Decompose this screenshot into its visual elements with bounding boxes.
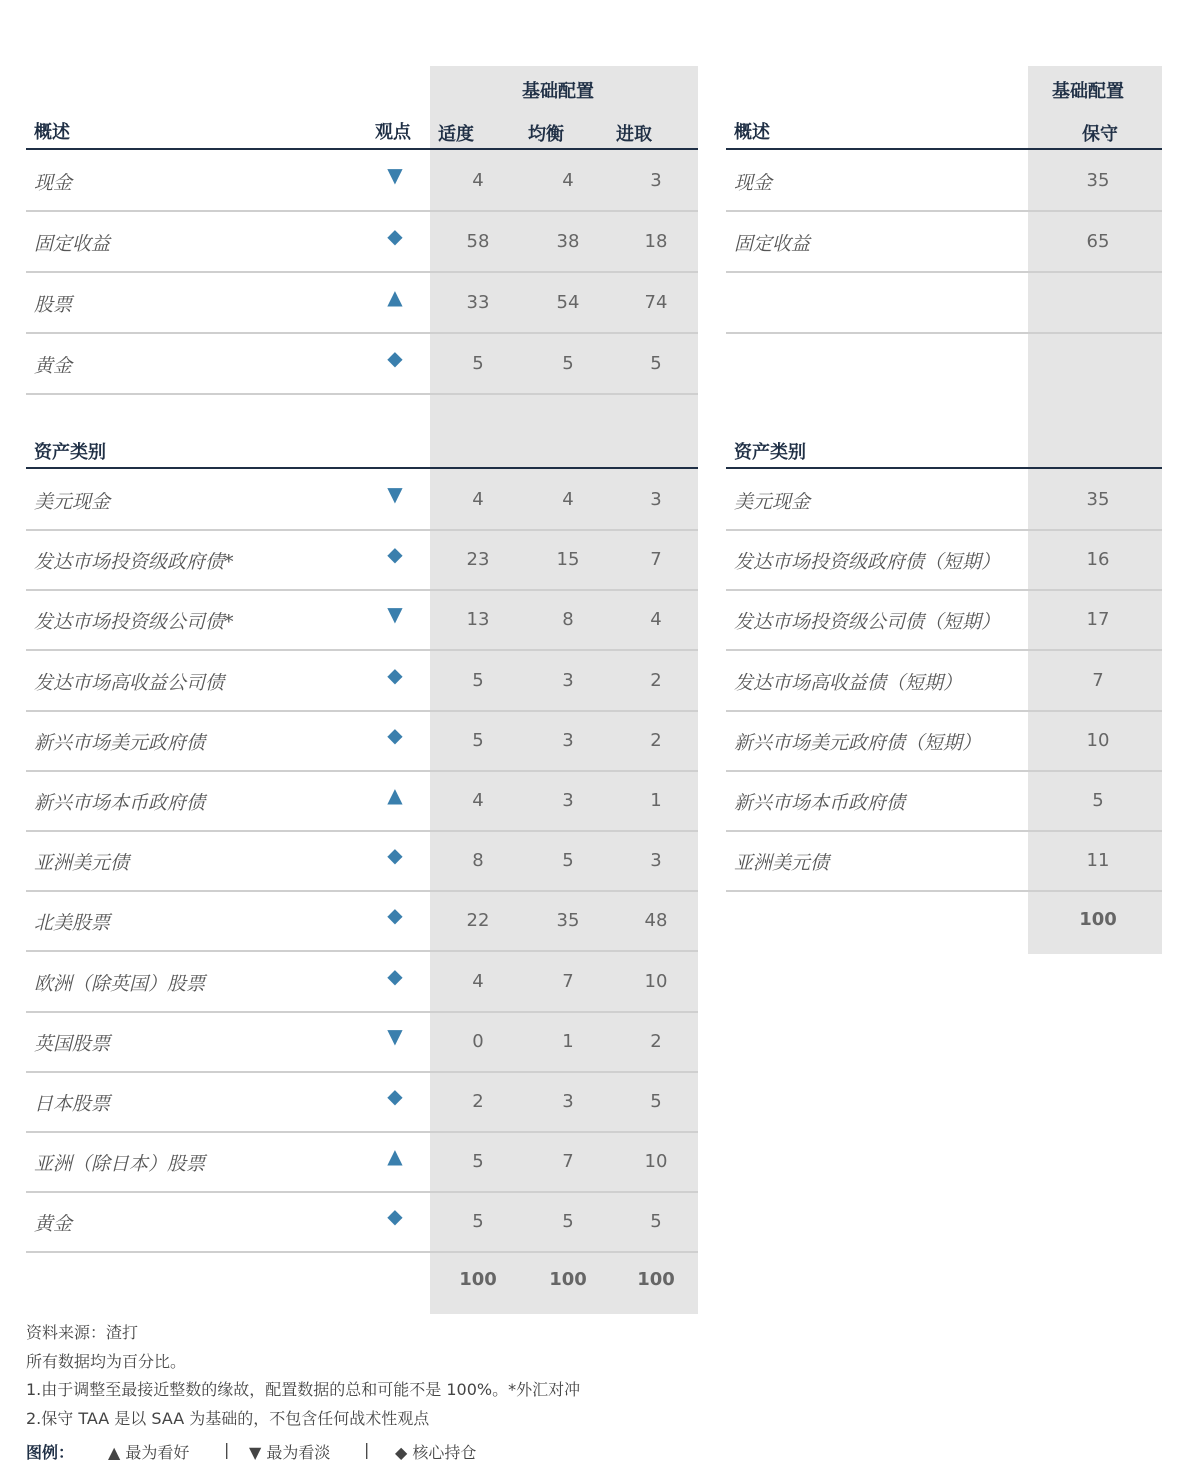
row-divider [26, 332, 698, 334]
left-asset-class-rule [26, 467, 698, 469]
row-label: 亚洲（除日本）股票 [34, 1153, 206, 1175]
col-header-aggressive: 进取 [616, 124, 652, 145]
allocation-value: 3 [562, 1091, 574, 1112]
allocation-value: 5 [472, 1151, 484, 1172]
left-header-rule [26, 148, 698, 150]
allocation-value: 38 [556, 230, 580, 252]
row-label: 黄金 [34, 1213, 73, 1235]
allocation-value: 5 [562, 1211, 574, 1232]
allocation-value: 7 [562, 1151, 574, 1172]
row-label: 北美股票 [34, 912, 111, 934]
allocation-value: 17 [1086, 609, 1110, 630]
row-divider [26, 710, 698, 712]
allocation-value: 65 [1086, 230, 1110, 252]
left-group-header: 基础配置 [522, 81, 594, 102]
right-group-header: 基础配置 [1052, 81, 1124, 102]
allocation-value: 5 [650, 352, 662, 374]
allocation-value: 3 [562, 730, 574, 751]
view-indicator-icon: ◆ [387, 663, 403, 687]
allocation-value: 54 [556, 291, 580, 313]
view-indicator-icon: ◆ [387, 542, 403, 566]
row-label: 黄金 [34, 354, 73, 377]
right-asset-class-header: 资产类别 [734, 442, 806, 463]
allocation-value: 8 [472, 850, 484, 871]
view-indicator-icon: ◆ [387, 723, 403, 747]
row-label: 新兴市场本币政府债 [34, 792, 206, 814]
allocation-value: 4 [472, 971, 484, 992]
allocation-value: 5 [562, 850, 574, 871]
allocation-value: 7 [1092, 670, 1104, 691]
row-divider [26, 1191, 698, 1193]
row-divider [726, 890, 1162, 892]
allocation-value: 3 [650, 489, 662, 510]
row-label: 发达市场投资级政府债（短期） [734, 551, 1001, 573]
row-divider [26, 1251, 698, 1253]
allocation-value: 22 [466, 910, 490, 931]
legend-most-preferred: ▲ 最为看好 [108, 1443, 190, 1462]
view-indicator-icon: ▲ [387, 284, 403, 309]
allocation-value: 7 [650, 549, 662, 570]
legend-core-holding: ◆ 核心持仓 [395, 1443, 477, 1462]
allocation-value: 35 [556, 910, 580, 931]
legend-least-preferred: ▼ 最为看淡 [249, 1443, 331, 1462]
row-label: 现金 [34, 171, 73, 194]
allocation-value: 33 [466, 291, 490, 313]
right-asset-class-rule [726, 467, 1162, 469]
view-indicator-icon: ▼ [387, 162, 403, 187]
right-overview-header: 概述 [734, 122, 770, 143]
row-divider [726, 770, 1162, 772]
total-value: 100 [1079, 909, 1117, 930]
row-label: 发达市场投资级公司债（短期） [734, 611, 1001, 633]
allocation-value: 48 [644, 910, 668, 931]
row-divider [726, 589, 1162, 591]
row-label: 美元现金 [34, 491, 111, 513]
row-label: 新兴市场美元政府债 [34, 732, 206, 754]
allocation-value: 2 [650, 670, 662, 691]
row-divider [26, 529, 698, 531]
allocation-value: 3 [562, 670, 574, 691]
view-indicator-icon: ◆ [387, 903, 403, 927]
allocation-value: 0 [472, 1031, 484, 1052]
row-divider [26, 950, 698, 952]
row-divider [26, 589, 698, 591]
legend-separator: | [224, 1440, 230, 1459]
row-label: 股票 [34, 293, 73, 316]
row-divider [726, 830, 1162, 832]
view-indicator-icon: ◆ [387, 345, 403, 370]
col-header-conservative: 保守 [1082, 124, 1118, 145]
allocation-value: 5 [472, 352, 484, 374]
row-label: 日本股票 [34, 1093, 111, 1115]
row-label: 新兴市场美元政府债（短期） [734, 732, 982, 754]
total-value: 100 [637, 1269, 675, 1290]
allocation-value: 23 [466, 549, 490, 570]
view-indicator-icon: ▼ [387, 1024, 403, 1048]
row-divider [26, 890, 698, 892]
row-divider [26, 770, 698, 772]
right-header-rule [726, 148, 1162, 150]
view-indicator-icon: ◆ [387, 1084, 403, 1108]
total-value: 100 [459, 1269, 497, 1290]
allocation-value: 35 [1086, 169, 1110, 191]
view-indicator-icon: ◆ [387, 1204, 403, 1228]
left-view-header: 观点 [375, 122, 411, 143]
row-divider [26, 393, 698, 395]
allocation-value: 4 [472, 169, 484, 191]
row-divider [26, 1131, 698, 1133]
row-label: 现金 [734, 171, 773, 194]
col-header-balanced: 均衡 [528, 124, 564, 145]
allocation-value: 4 [562, 489, 574, 510]
conservative-taa-note: 2.保守 TAA 是以 SAA 为基础的，不包含任何战术性观点 [26, 1409, 430, 1428]
row-divider [726, 649, 1162, 651]
allocation-value: 10 [644, 1151, 668, 1172]
right-allocation-shading [1028, 66, 1162, 954]
allocation-value: 1 [650, 790, 662, 811]
row-label: 固定收益 [734, 232, 811, 255]
left-overview-header: 概述 [34, 122, 70, 143]
row-divider [26, 830, 698, 832]
col-header-moderate: 适度 [438, 124, 474, 145]
row-divider [726, 332, 1162, 334]
allocation-value: 10 [644, 971, 668, 992]
allocation-value: 7 [562, 971, 574, 992]
allocation-value: 4 [562, 169, 574, 191]
row-divider [26, 271, 698, 273]
allocation-value: 11 [1086, 850, 1110, 871]
row-divider [726, 271, 1162, 273]
allocation-value: 5 [650, 1211, 662, 1232]
allocation-value: 5 [472, 670, 484, 691]
allocation-value: 35 [1086, 489, 1110, 510]
allocation-value: 8 [562, 609, 574, 630]
row-label: 发达市场投资级政府债* [34, 551, 234, 573]
allocation-value: 15 [556, 549, 580, 570]
row-label: 欧洲（除英国）股票 [34, 973, 206, 995]
row-divider [726, 529, 1162, 531]
allocation-value: 2 [650, 730, 662, 751]
allocation-value: 58 [466, 230, 490, 252]
row-label: 亚洲美元债 [734, 852, 830, 874]
row-label: 亚洲美元债 [34, 852, 130, 874]
rounding-note: 1.由于调整至最接近整数的缘故，配置数据的总和可能不是 100%。*外汇对冲 [26, 1380, 581, 1399]
legend-title: 图例： [26, 1443, 75, 1462]
view-indicator-icon: ▼ [387, 482, 403, 506]
row-divider [726, 210, 1162, 212]
allocation-value: 74 [644, 291, 668, 313]
allocation-value: 4 [650, 609, 662, 630]
row-divider [726, 710, 1162, 712]
row-label: 英国股票 [34, 1033, 111, 1055]
left-asset-class-header: 资产类别 [34, 442, 106, 463]
view-indicator-icon: ◆ [387, 964, 403, 988]
allocation-value: 4 [472, 489, 484, 510]
allocation-value: 13 [466, 609, 490, 630]
row-label: 固定收益 [34, 232, 111, 255]
row-divider [26, 649, 698, 651]
allocation-value: 3 [650, 850, 662, 871]
row-label: 发达市场投资级公司债* [34, 611, 234, 633]
row-divider [26, 210, 698, 212]
allocation-value: 5 [1092, 790, 1104, 811]
row-divider [26, 1011, 698, 1013]
allocation-value: 10 [1086, 730, 1110, 751]
allocation-value: 3 [650, 169, 662, 191]
legend-separator: | [364, 1440, 370, 1459]
allocation-value: 5 [650, 1091, 662, 1112]
row-label: 新兴市场本币政府债 [734, 792, 906, 814]
allocation-value: 1 [562, 1031, 574, 1052]
view-indicator-icon: ◆ [387, 223, 403, 248]
total-value: 100 [549, 1269, 587, 1290]
view-indicator-icon: ▲ [387, 1144, 403, 1168]
view-indicator-icon: ◆ [387, 843, 403, 867]
allocation-value: 16 [1086, 549, 1110, 570]
row-label: 发达市场高收益公司债 [34, 672, 225, 694]
view-indicator-icon: ▼ [387, 602, 403, 626]
source-note: 资料来源：渣打 [26, 1323, 139, 1342]
row-divider [26, 1071, 698, 1073]
allocation-value: 4 [472, 790, 484, 811]
view-indicator-icon: ▲ [387, 783, 403, 807]
allocation-value: 18 [644, 230, 668, 252]
allocation-value: 5 [472, 1211, 484, 1232]
allocation-value: 5 [562, 352, 574, 374]
percentage-note: 所有数据均为百分比。 [26, 1352, 187, 1371]
row-label: 发达市场高收益债（短期） [734, 672, 963, 694]
allocation-value: 5 [472, 730, 484, 751]
row-label: 美元现金 [734, 491, 811, 513]
allocation-value: 2 [472, 1091, 484, 1112]
allocation-value: 2 [650, 1031, 662, 1052]
allocation-value: 3 [562, 790, 574, 811]
